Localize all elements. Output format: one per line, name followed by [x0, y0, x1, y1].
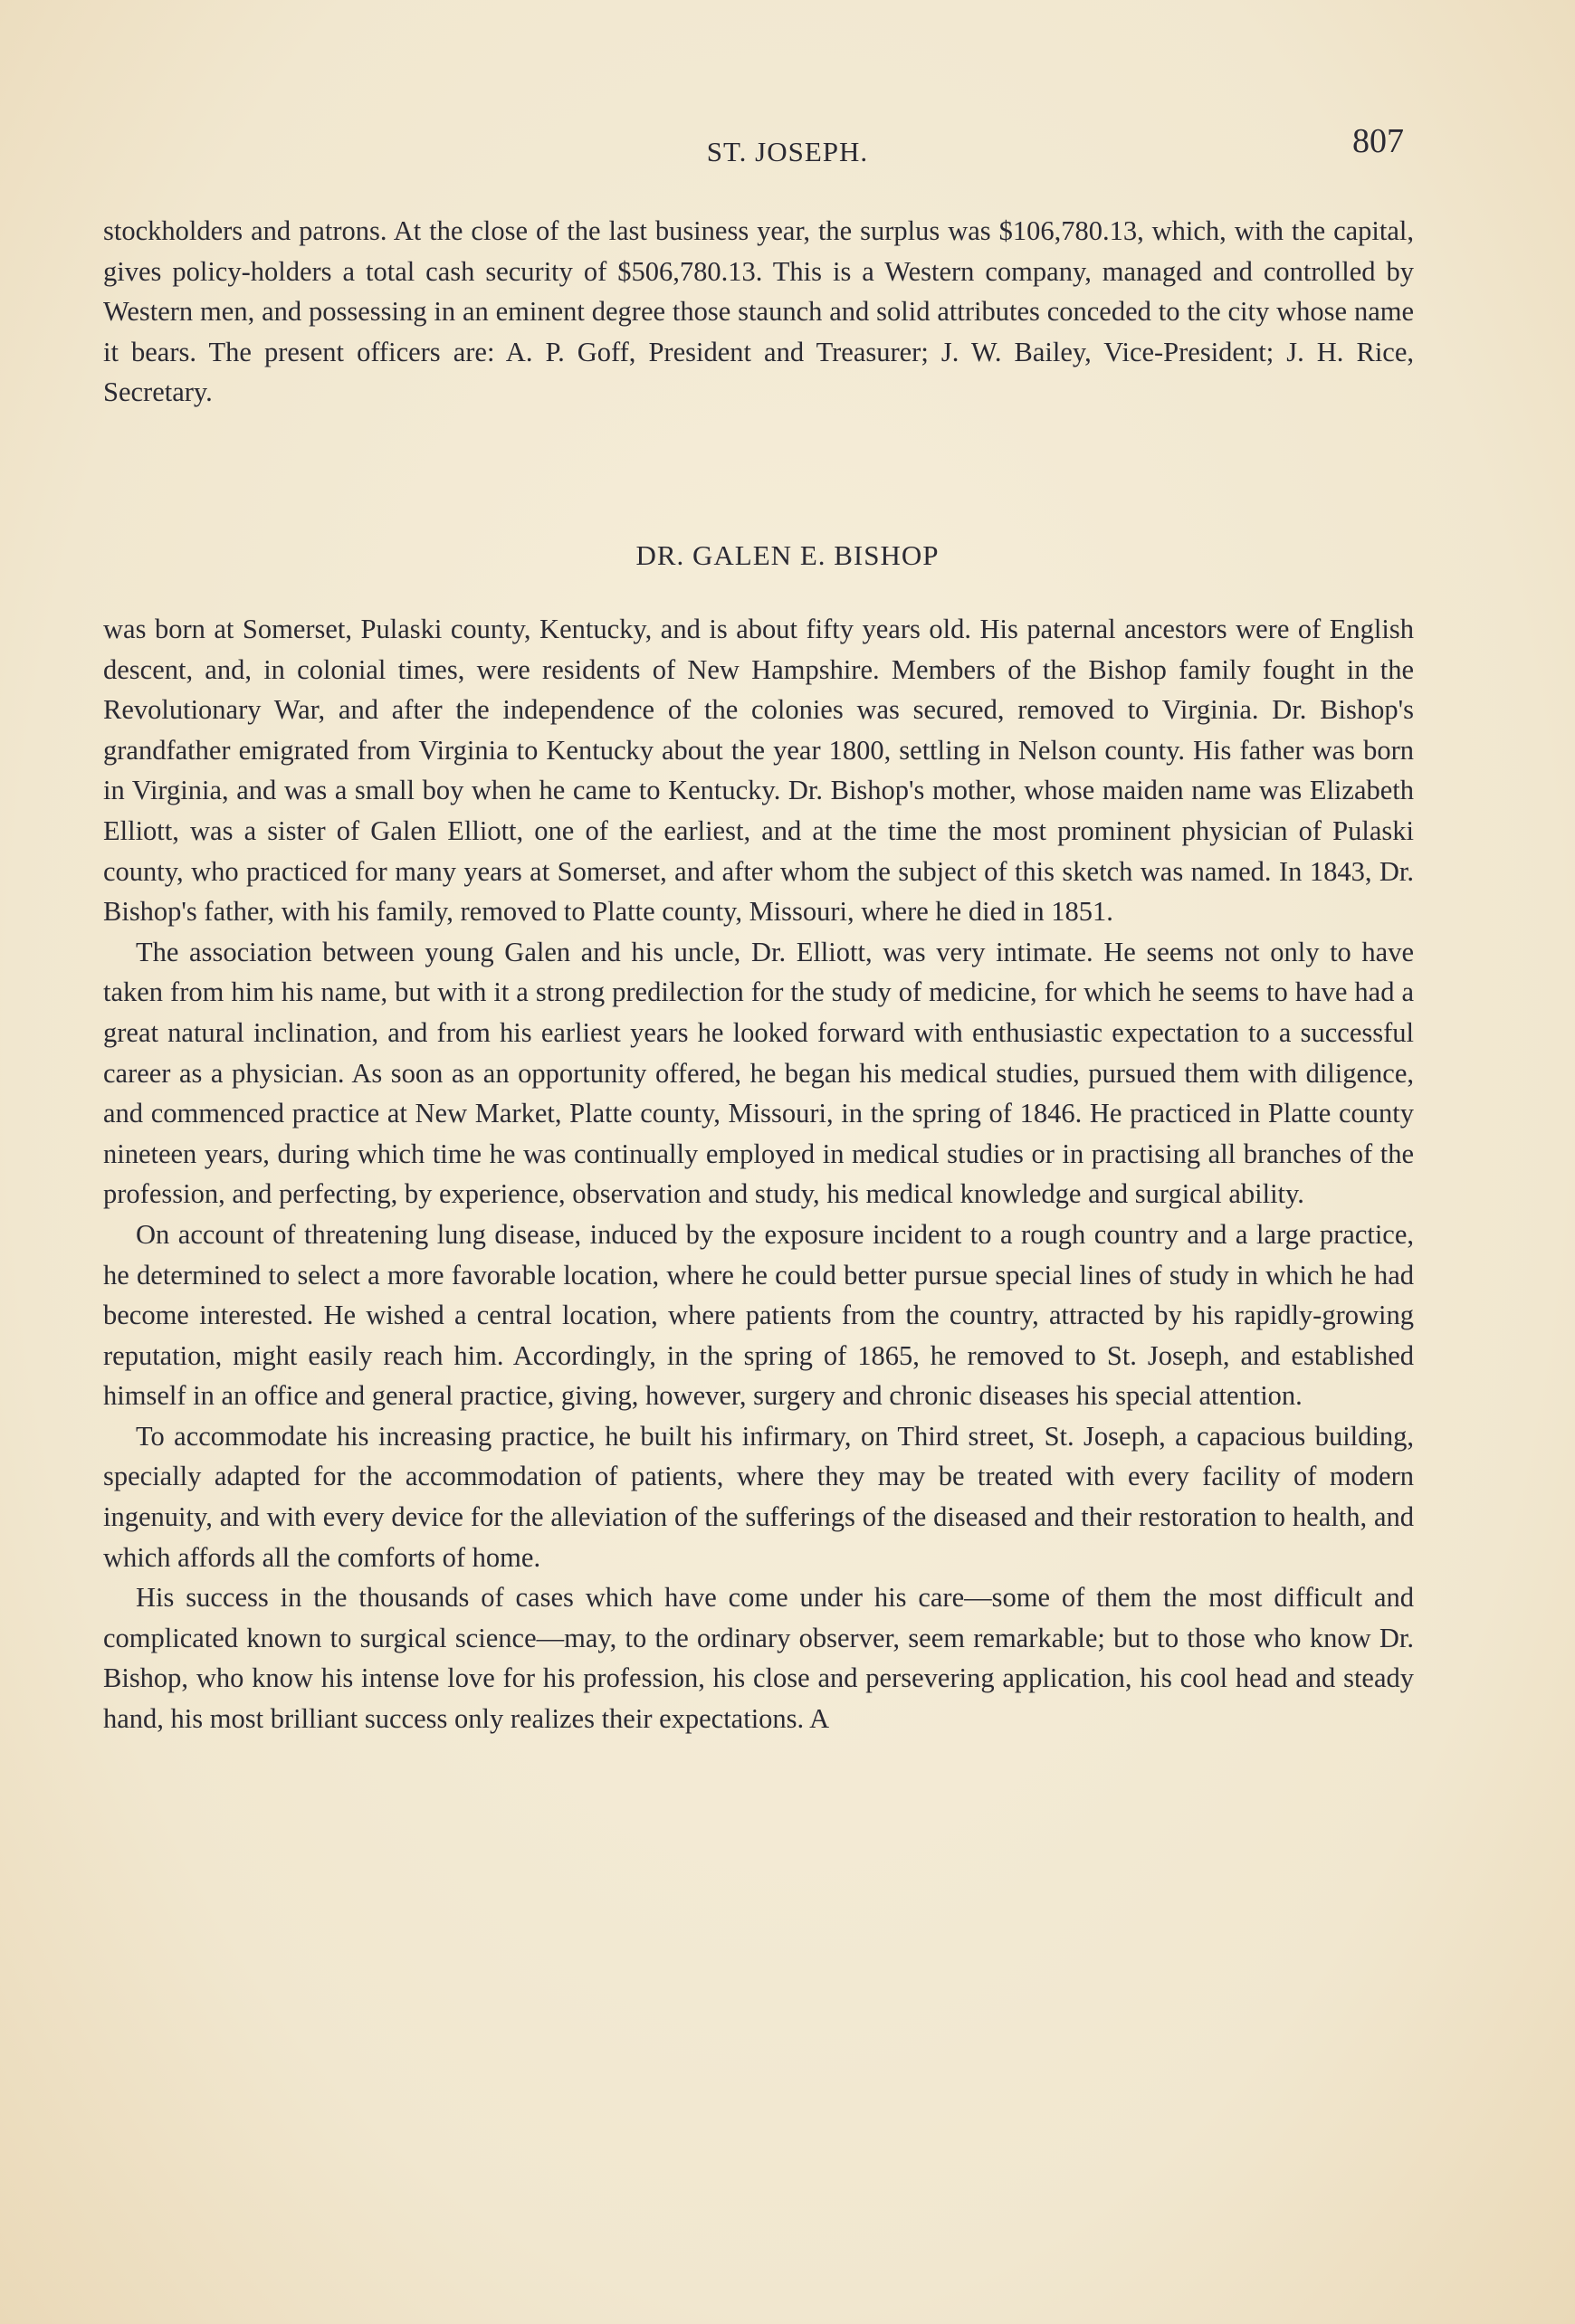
- paragraph-infirmary: To accommodate his increasing practice, he built his infirmary, on Third street, St. Joseph, a capacious building, specially adapted for the accommodation of patients, where they may be treated with every facility of modern ingenuity, and with every device for the alleviation of the sufferings of the diseased and their restoration to health, and which affords all the comforts of home.: [103, 1420, 1414, 1573]
- page-number: 807: [1352, 122, 1404, 160]
- running-head: ST. JOSEPH.: [706, 136, 869, 167]
- section-heading: DR. GALEN E. BISHOP: [635, 539, 940, 571]
- intro-paragraph: stockholders and patrons. At the close of the last business year, the surplus was $106,780.13, which, with the capital, gives policy-holders a total cash security of $506,780.13. This is a Western company, managed and controlled by Western men, and possessing in an eminent degree those staunch and solid attributes conceded to the city whose name it bears. The present officers are: A. P. Goff, President and Treasurer; J. W. Bailey, Vice-President; J. H. Rice, Secretary.: [103, 215, 1414, 408]
- paragraph-success: His success in the thousands of cases which have come under his care—some of them the most difficult and complicated known to surgical science—may, to the ordinary observer, seem remarkable; but to those who know Dr. Bishop, who know his intense love for his profession, his close and persevering application, his cool head and steady hand, his most brilliant success only realizes their expectations. A: [103, 1582, 1414, 1735]
- paragraph-relocation: On account of threatening lung disease, induced by the exposure incident to a rough country and a large practice, he determined to select a more favorable location, where he could better pursue special lines of study in which he had become interested. He wished a central location, where patients from the country, attracted by his rapidly-growing reputation, might easily reach him. Accordingly, in the spring of 1865, he removed to St. Joseph, and established himself in an office and general practice, giving, however, surgery and chronic diseases his special attention.: [103, 1218, 1414, 1412]
- intro-text-block: [103, 211, 1414, 413]
- paragraph-opening: was born at Somerset, Pulaski county, Kentucky, and is about fifty years old. His paternal ancestors were of English descent, and, in colonial times, were residents of New Hampshire. Members of the Bishop family fought in the Revolutionary War, and after the independence of the colonies was secured, removed to Virginia. Dr. Bishop's grandfather emigrated from Virginia to Kentucky about the year 1800, settling in Nelson county. His father was born in Virginia, and was a small boy when he came to Kentucky. Dr. Bishop's mother, whose maiden name was Elizabeth Elliott, was a sister of Galen Elliott, one of the earliest, and at the time the most prominent physician of Pulaski county, who practiced for many years at Somerset, and after whom the subject of this sketch was named. In 1843, Dr. Bishop's father, with his family, removed to Platte county, Missouri, where he died in 1851.: [103, 614, 1414, 928]
- paragraph-association: The association between young Galen and his uncle, Dr. Elliott, was very intimate. He seems not only to have taken from him his name, but with it a strong predilection for the study of medicine, for which he seems to have had a great natural inclination, and from his earliest years he looked forward with enthusiastic expectation to a successful career as a physician. As soon as an opportunity offered, he began his medical studies, pursued them with diligence, and commenced practice at New Market, Platte county, Missouri, in the spring of 1846. He practiced in Platte county nineteen years, during which time he was continually employed in medical studies or in practising all branches of the profession, and perfecting, by experience, observation and study, his medical knowledge and surgical ability.: [103, 936, 1414, 1210]
- biography-text-block: [103, 609, 1414, 1739]
